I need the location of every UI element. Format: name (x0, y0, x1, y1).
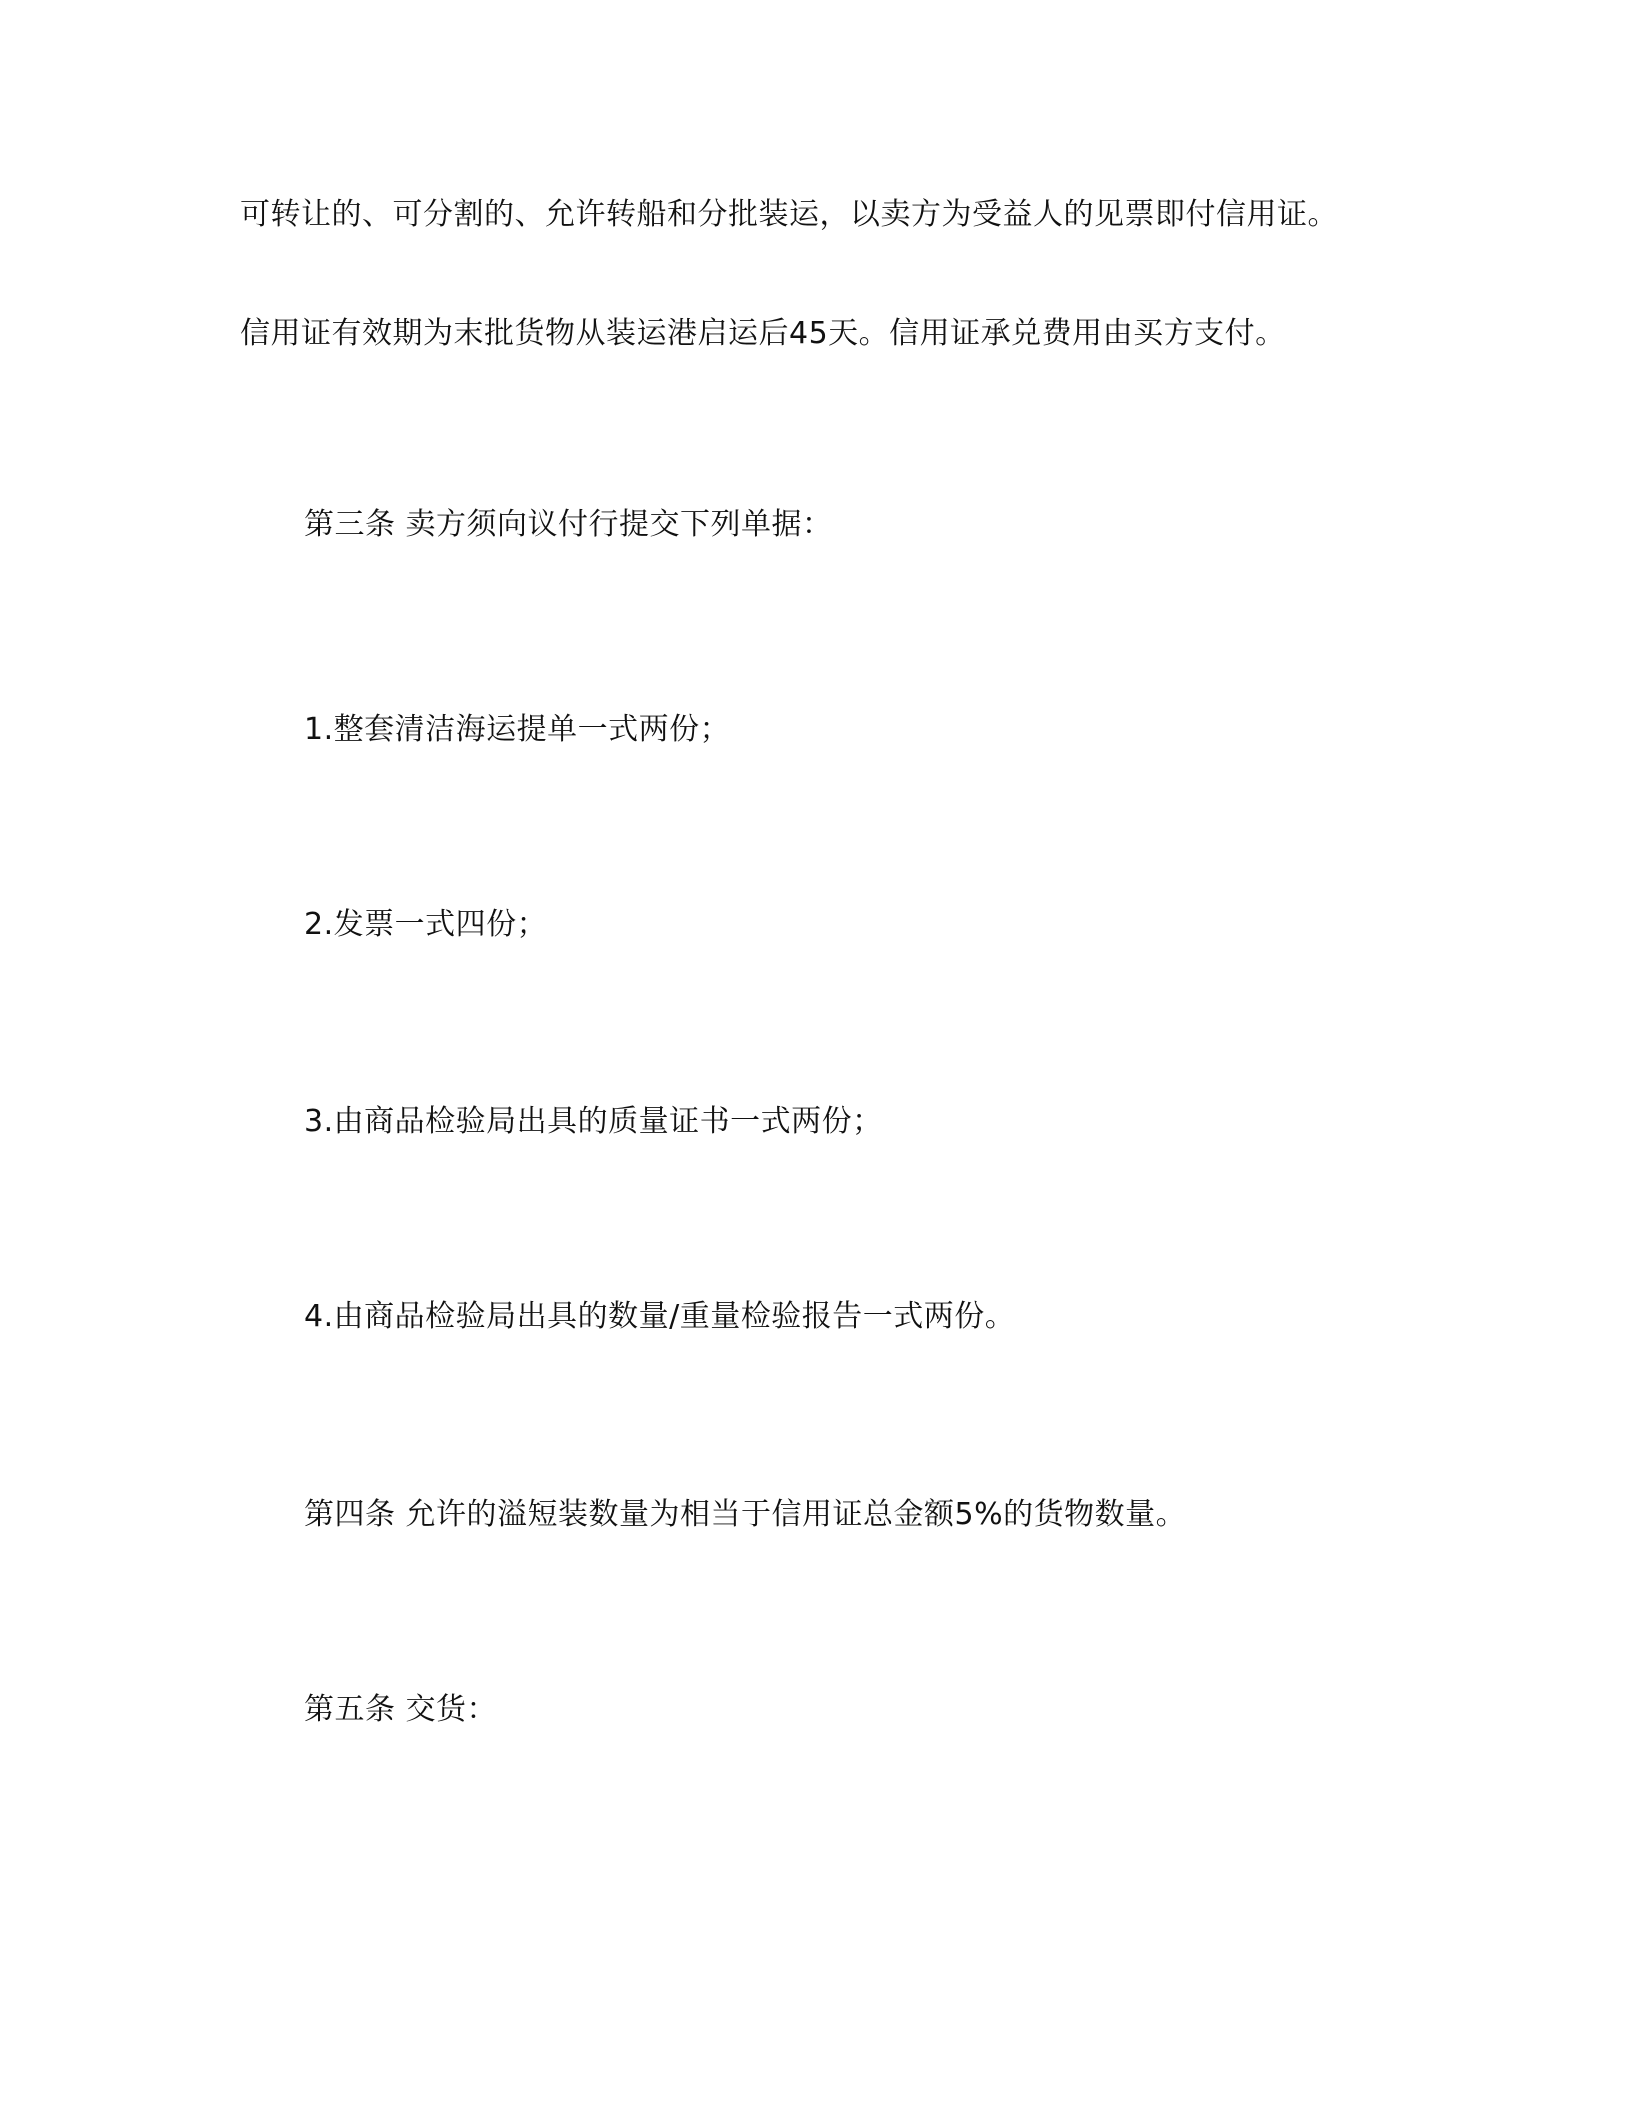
paragraph-lc-terms: 可转让的、可分割的、允许转船和分批装运，以卖方为受益人的见票即付信用证。 (240, 197, 1338, 232)
paragraph-lc-validity: 信用证有效期为末批货物从装运港启运后45天。信用证承兑费用由买方支付。 (240, 316, 1286, 351)
article-3-heading: 第三条 卖方须向议付行提交下列单据： (304, 507, 833, 542)
document-item-3: 3.由商品检验局出具的质量证书一式两份； (304, 1104, 883, 1139)
document-item-2: 2.发票一式四份； (304, 907, 548, 942)
document-item-4: 4.由商品检验局出具的数量/重量检验报告一式两份。 (304, 1299, 1016, 1334)
article-4-paragraph: 第四条 允许的溢短装数量为相当于信用证总金额5%的货物数量。 (304, 1497, 1187, 1532)
article-5-heading: 第五条 交货： (304, 1692, 498, 1727)
document-item-1: 1.整套清洁海运提单一式两份； (304, 712, 731, 747)
